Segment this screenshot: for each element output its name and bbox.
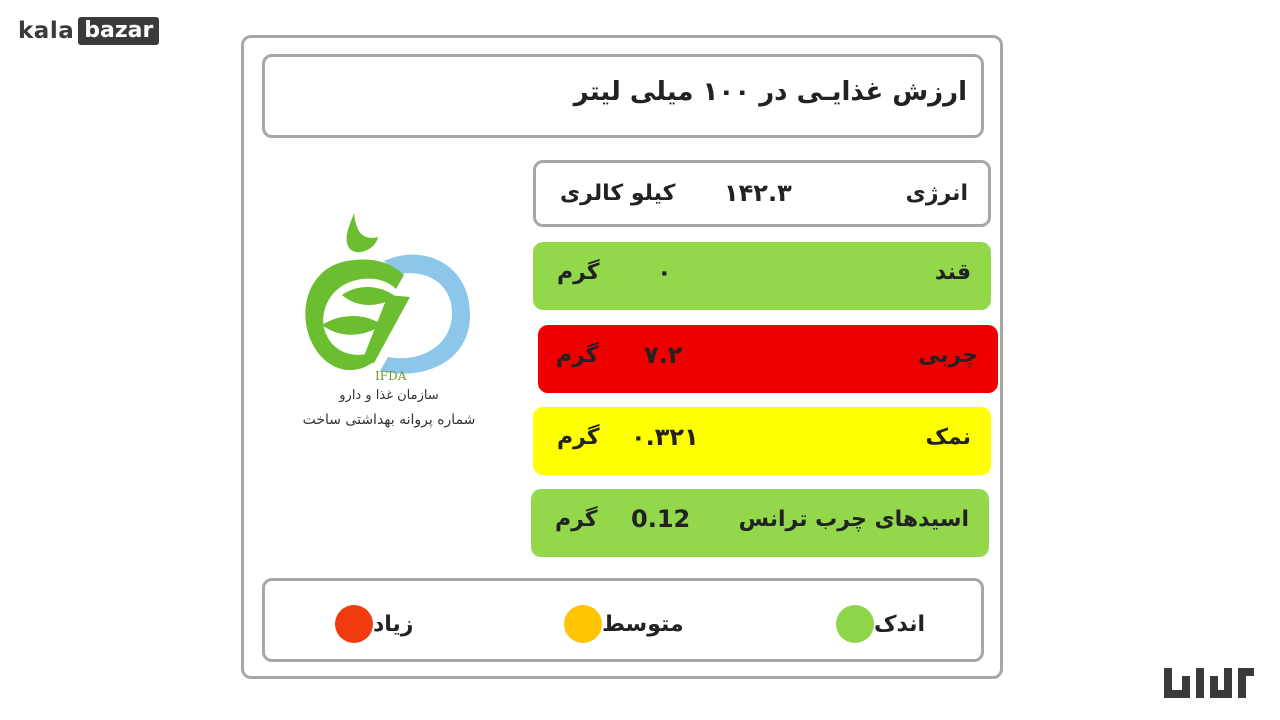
legend-label: متوسط bbox=[602, 611, 684, 637]
nutrient-row-energy bbox=[533, 160, 991, 227]
nutrient-unit: کیلو کالری bbox=[560, 181, 676, 206]
org-name: سازمان غذا و دارو bbox=[339, 388, 439, 403]
license-text: شماره پروانه بهداشتی ساخت bbox=[302, 412, 476, 428]
kalabazar-logo bbox=[18, 17, 159, 45]
nutrient-unit: گرم bbox=[557, 260, 600, 285]
ifda-apple-leaf-icon bbox=[292, 213, 482, 383]
kalabazar-fa-logo bbox=[1160, 660, 1256, 702]
panel-title: ارزش غذایـی در ۱۰۰ میلی لیتر bbox=[573, 77, 967, 107]
nutrient-value: 0.12 bbox=[631, 505, 691, 533]
legend-label: زیاد bbox=[373, 611, 414, 637]
yellow-dot-icon bbox=[564, 605, 602, 643]
nutrient-label: اسیدهای چرب ترانس bbox=[738, 507, 969, 532]
nutrient-value: ۰.۳۲۱ bbox=[631, 423, 699, 451]
nutrient-row-salt bbox=[533, 407, 991, 475]
color-legend bbox=[262, 578, 984, 662]
nutrient-value: ۷.۲ bbox=[644, 341, 683, 369]
nutrient-row-sugar bbox=[533, 242, 991, 310]
nutrient-label: انرژی bbox=[905, 181, 968, 206]
ifda-acronym: IFDA bbox=[375, 369, 407, 383]
legend-item-low bbox=[822, 605, 925, 643]
red-dot-icon bbox=[335, 605, 373, 643]
nutrient-unit: گرم bbox=[556, 343, 599, 368]
brand-bazar-text: bazar bbox=[78, 17, 159, 45]
panel-header bbox=[262, 54, 984, 138]
nutrient-unit: گرم bbox=[555, 507, 598, 532]
green-dot-icon bbox=[836, 605, 874, 643]
legend-label: اندک bbox=[873, 611, 925, 637]
nutrient-value: ۱۴۲.۳ bbox=[724, 179, 792, 207]
legend-item-high bbox=[321, 605, 413, 643]
brand-kala-text: kala bbox=[18, 18, 75, 44]
legend-item-medium bbox=[550, 605, 684, 643]
nutrient-label: چربی bbox=[917, 343, 978, 368]
nutrient-row-fat bbox=[538, 325, 998, 393]
nutrient-value: ۰ bbox=[657, 258, 672, 286]
nutrient-label: قند bbox=[934, 260, 971, 285]
nutrient-label: نمک bbox=[925, 425, 971, 450]
nutrition-panel bbox=[241, 35, 1003, 679]
nutrient-unit: گرم bbox=[557, 425, 600, 450]
nutrient-row-trans-fat bbox=[531, 489, 989, 557]
